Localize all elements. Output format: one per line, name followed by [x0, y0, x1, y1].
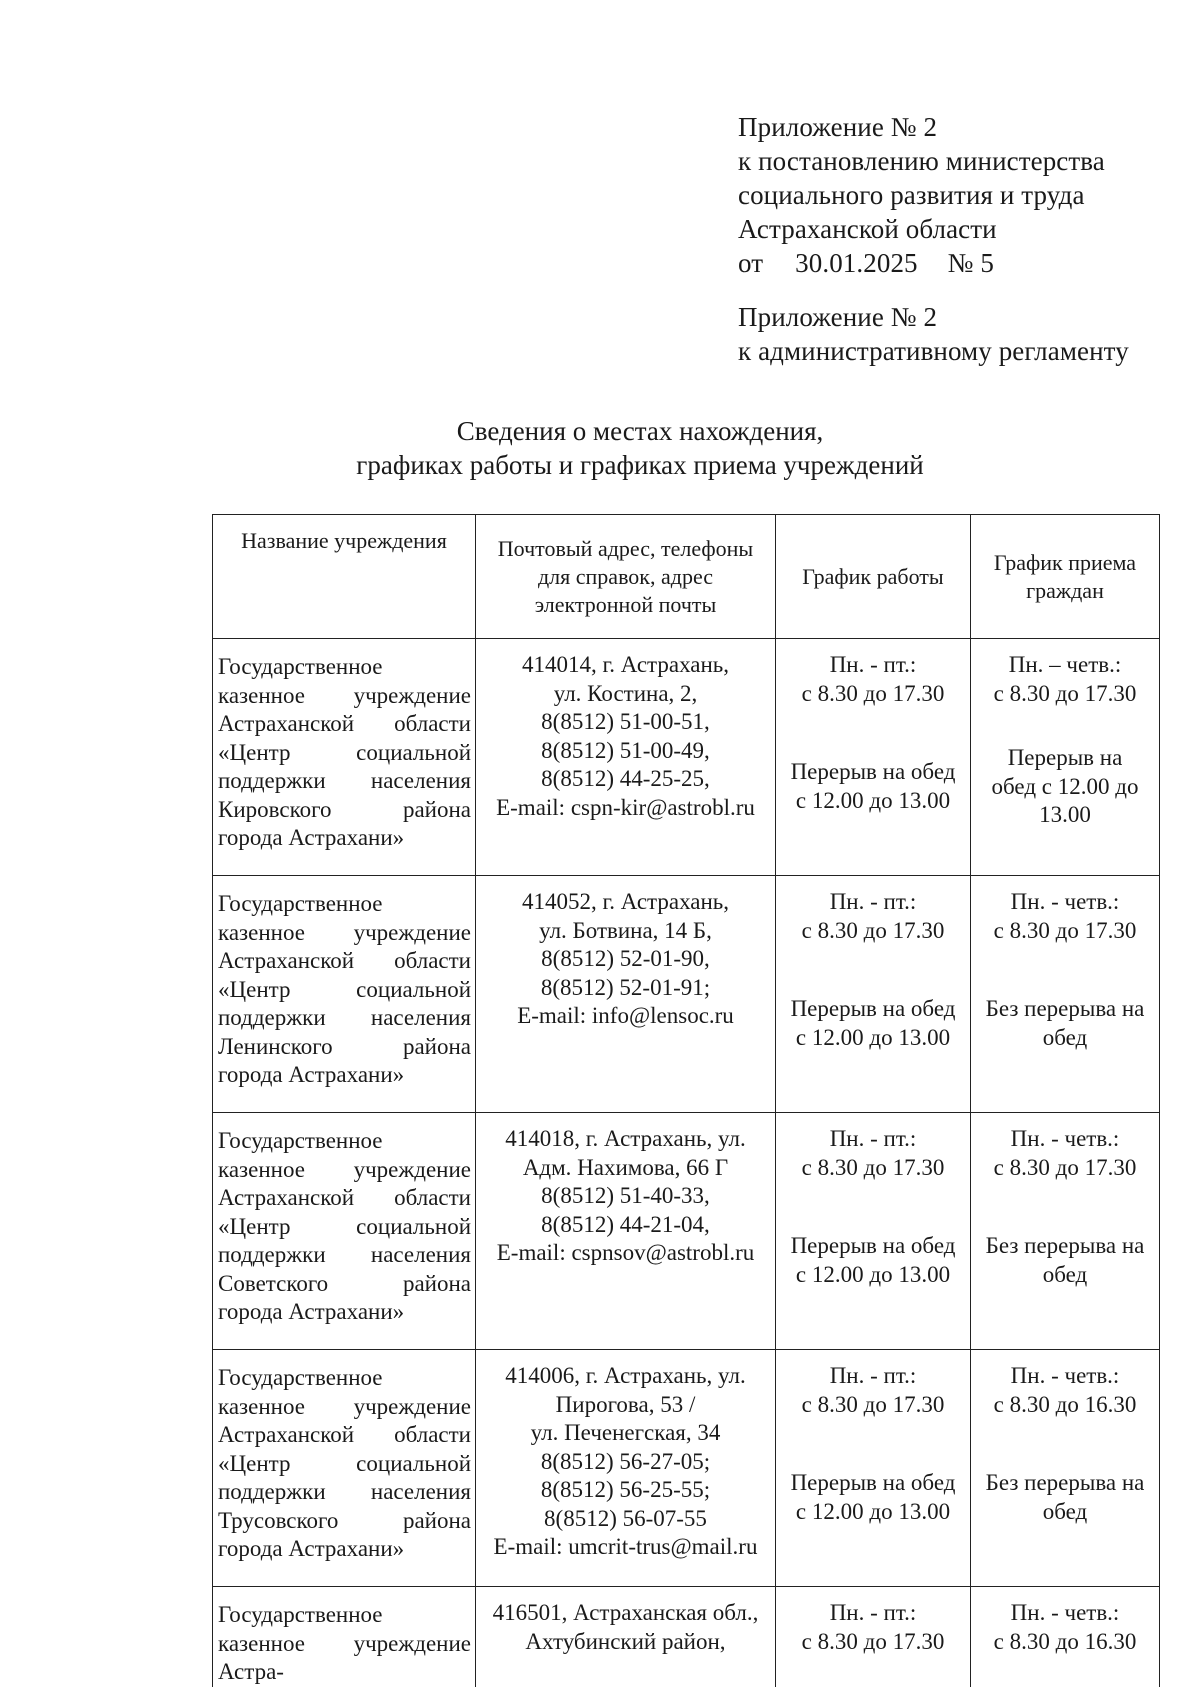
work-schedule-hours: Пн. - пт.: — [829, 1600, 917, 1625]
table-row — [213, 1113, 1160, 1350]
address-line: 416501, Астраханская обл., — [492, 1600, 759, 1625]
work-schedule-break: Перерыв на обед — [790, 996, 956, 1021]
appendix-line: социального развития и труда — [738, 180, 1085, 210]
institution-name: Государственное казенное учреждение Астраханской области «Центр социальной поддержки населения Ленинского района города Астрахани» — [218, 891, 471, 1087]
work-schedule-cell — [776, 876, 971, 1113]
address-line: 8(8512) 56-07-55 — [544, 1505, 707, 1531]
reception-schedule-hours: Пн. – четв.: — [1008, 652, 1122, 677]
address-line: ул. Печенегская, 34 — [530, 1420, 721, 1445]
resolution-number: № 5 — [947, 248, 994, 278]
address-cell — [476, 1350, 776, 1587]
institution-name-cell — [213, 1350, 476, 1587]
reception-schedule-hours: с 8.30 до 16.30 — [993, 1628, 1137, 1654]
address-line: ул. Ботвина, 14 Б, — [539, 917, 712, 943]
institution-name-cell — [213, 639, 476, 876]
work-schedule-cell — [776, 1350, 971, 1587]
address-cell — [476, 876, 776, 1113]
work-schedule-hours: с 8.30 до 17.30 — [801, 1628, 945, 1654]
institution-name: Государственное казенное учреждение Астраханской области «Центр социальной поддержки населения Трусовского района города Астрахани» — [218, 1365, 471, 1561]
address-line: 8(8512) 56-27-05; — [540, 1448, 711, 1474]
reception-schedule-cell — [971, 876, 1160, 1113]
work-schedule-hours: с 8.30 до 17.30 — [801, 680, 945, 706]
work-schedule-cell — [776, 1587, 971, 1687]
appendix-line: Астраханской области — [738, 214, 997, 244]
address-line: 8(8512) 44-25-25, — [541, 766, 710, 791]
address-line: E-mail: umcrit-trus@mail.ru — [493, 1534, 758, 1559]
reception-schedule-hours: Пн. - четв.: — [1010, 1126, 1120, 1151]
reception-schedule-break: Без перерыва на — [985, 1233, 1145, 1258]
work-schedule-break: с 12.00 до 13.00 — [795, 1261, 951, 1287]
address-line: 8(8512) 44-21-04, — [541, 1211, 710, 1237]
institution-name-cell — [213, 1587, 476, 1687]
address-line: E-mail: cspnsov@astrobl.ru — [496, 1240, 755, 1265]
work-schedule-cell — [776, 1113, 971, 1350]
appendix-header — [738, 110, 1129, 368]
address-line: Адм. Нахимова, 66 Г — [522, 1154, 729, 1180]
institution-name: Государственное казенное учреждение Астраханской области «Центр социальной поддержки населения Кировского района города Астрахани» — [218, 654, 471, 850]
work-schedule-break: Перерыв на обед — [790, 759, 956, 784]
column-header-name: Название учреждения — [213, 515, 476, 639]
work-schedule-break: Перерыв на обед — [790, 1233, 956, 1258]
appendix-line: Приложение № 2 — [738, 112, 938, 142]
institution-name: Государственное казенное учреждение Астраханской области «Центр социальной поддержки населения Советского района города Астрахани» — [218, 1128, 471, 1324]
address-line: ул. Костина, 2, — [553, 680, 698, 706]
address-line: 8(8512) 51-00-51, — [541, 709, 710, 734]
work-schedule-hours: Пн. - пт.: — [829, 1126, 917, 1151]
address-line: 414014, г. Астрахань, — [521, 652, 730, 677]
reception-schedule-break: Без перерыва на — [985, 1470, 1145, 1495]
address-cell — [476, 639, 776, 876]
institution-name-cell — [213, 1113, 476, 1350]
appendix-line: к постановлению министерства — [738, 146, 1105, 176]
title-line: графиках работы и графиках приема учреждений — [356, 450, 924, 480]
reception-schedule-break: обед — [1042, 1024, 1088, 1050]
table-header-row — [213, 515, 1160, 639]
institutions-table — [212, 514, 1160, 1687]
regulation-appendix-line: к административному регламенту — [738, 336, 1129, 366]
resolution-date: 30.01.2025 — [795, 248, 918, 278]
reception-schedule-break: обед — [1042, 1261, 1088, 1287]
reception-schedule-break: Без перерыва на — [985, 996, 1145, 1021]
regulation-appendix-line: Приложение № 2 — [738, 302, 938, 332]
reception-schedule-break: 13.00 — [1039, 802, 1091, 827]
date-prefix: от — [738, 248, 764, 278]
work-schedule-break: с 12.00 до 13.00 — [795, 1498, 951, 1524]
address-line: 8(8512) 51-00-49, — [541, 737, 710, 763]
table-row — [213, 1350, 1160, 1587]
address-line: E-mail: info@lensoc.ru — [517, 1003, 734, 1028]
work-schedule-break: с 12.00 до 13.00 — [795, 1024, 951, 1050]
reception-schedule-break: обед — [1042, 1498, 1088, 1524]
address-line: 8(8512) 52-01-91; — [540, 974, 711, 1000]
work-schedule-break: с 12.00 до 13.00 — [795, 787, 951, 813]
reception-schedule-cell — [971, 1587, 1160, 1687]
address-cell — [476, 1587, 776, 1687]
address-line: 8(8512) 56-25-55; — [540, 1477, 711, 1502]
address-line: Ахтубинский район, — [525, 1628, 726, 1654]
address-line: E-mail: cspn-kir@astrobl.ru — [496, 794, 755, 820]
reception-schedule-hours: с 8.30 до 17.30 — [993, 680, 1137, 706]
work-schedule-hours: с 8.30 до 17.30 — [801, 917, 945, 943]
table-row — [213, 639, 1160, 876]
address-line: 414006, г. Астрахань, ул. — [505, 1363, 746, 1388]
work-schedule-hours: Пн. - пт.: — [829, 1363, 917, 1388]
address-line: 8(8512) 51-40-33, — [541, 1183, 710, 1208]
work-schedule-hours: с 8.30 до 17.30 — [801, 1391, 945, 1417]
table-row — [213, 876, 1160, 1113]
address-line: 414052, г. Астрахань, — [521, 889, 730, 914]
column-header-address: Почтовый адрес, телефоны для справок, адрес электронной почты — [476, 515, 776, 639]
institution-name: Государственное казенное учреждение Астра- — [218, 1602, 471, 1684]
work-schedule-hours: Пн. - пт.: — [829, 652, 917, 677]
address-line: Пирогова, 53 / — [555, 1391, 696, 1417]
reception-schedule-hours: Пн. - четв.: — [1010, 1600, 1120, 1625]
title-line: Сведения о местах нахождения, — [456, 416, 824, 446]
work-schedule-cell — [776, 639, 971, 876]
resolution-date-line — [738, 246, 1129, 280]
reception-schedule-cell — [971, 639, 1160, 876]
reception-schedule-hours: с 8.30 до 16.30 — [993, 1391, 1137, 1417]
document-title — [200, 414, 1080, 482]
table-row — [213, 1587, 1160, 1687]
reception-schedule-hours: Пн. - четв.: — [1010, 1363, 1120, 1388]
column-header-reception-schedule: График приема граждан — [971, 515, 1160, 639]
address-cell — [476, 1113, 776, 1350]
institution-name-cell — [213, 876, 476, 1113]
work-schedule-break: Перерыв на обед — [790, 1470, 956, 1495]
reception-schedule-break: Перерыв на — [1007, 745, 1123, 770]
column-header-work-schedule: График работы — [776, 515, 971, 639]
reception-schedule-cell — [971, 1113, 1160, 1350]
reception-schedule-cell — [971, 1350, 1160, 1587]
reception-schedule-hours: с 8.30 до 17.30 — [993, 1154, 1137, 1180]
work-schedule-hours: с 8.30 до 17.30 — [801, 1154, 945, 1180]
reception-schedule-hours: с 8.30 до 17.30 — [993, 917, 1137, 943]
work-schedule-hours: Пн. - пт.: — [829, 889, 917, 914]
address-line: 8(8512) 52-01-90, — [541, 946, 710, 971]
reception-schedule-break: обед с 12.00 до — [991, 773, 1139, 799]
address-line: 414018, г. Астрахань, ул. — [505, 1126, 746, 1151]
reception-schedule-hours: Пн. - четв.: — [1010, 889, 1120, 914]
